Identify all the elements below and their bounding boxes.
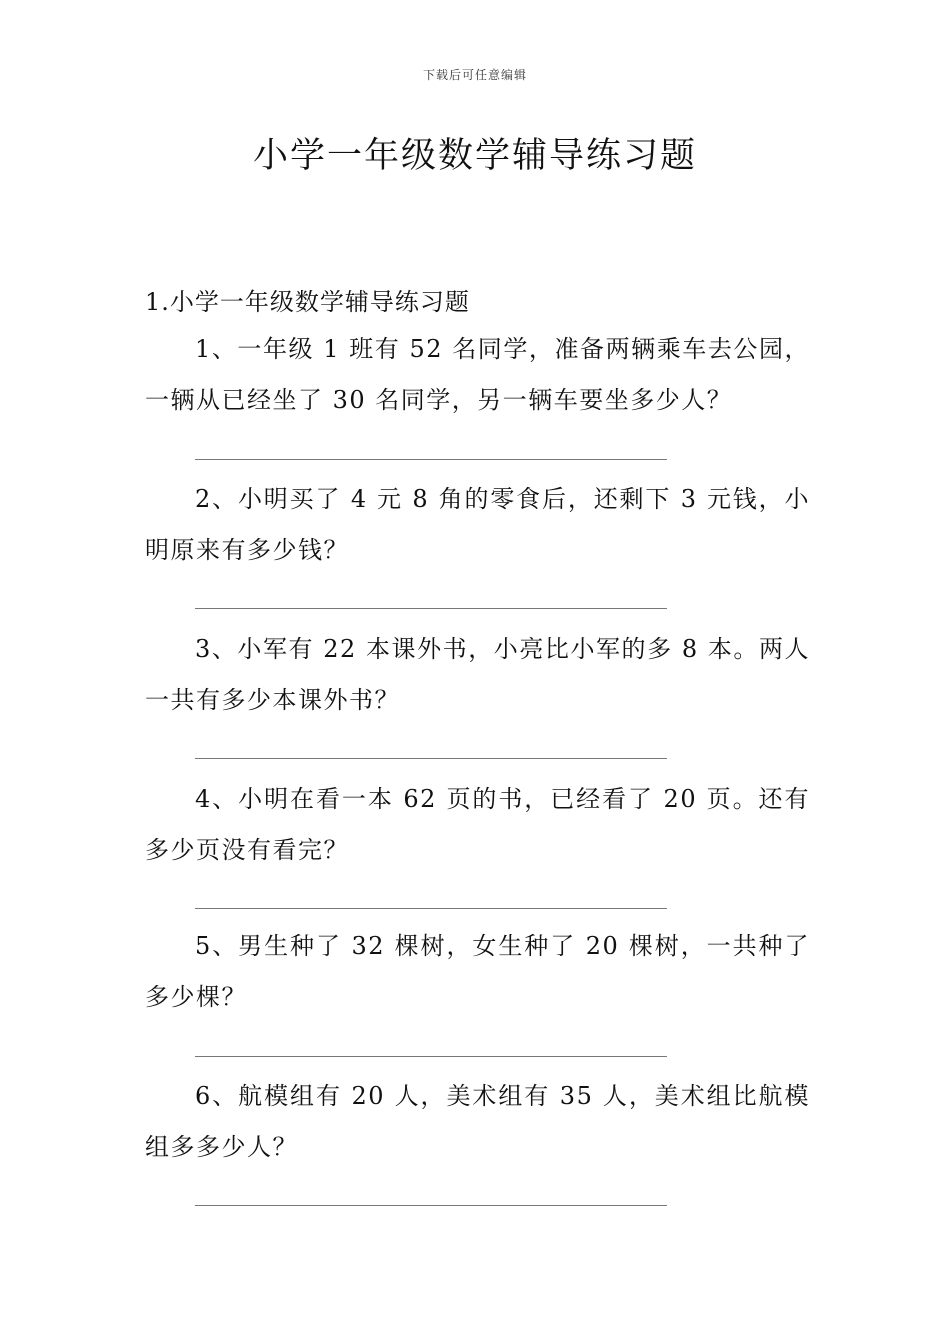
header-note: 下载后可任意编辑 [422, 68, 527, 82]
answer-line-3 [195, 758, 667, 759]
question-3: 3、小军有 22 本课外书，小亮比小军的多 8 本。两人一共有多少本课外书？ [145, 635, 810, 714]
question-5: 5、男生种了 32 棵树，女生种了 20 棵树，一共种了多少棵？ [145, 932, 810, 1011]
question-4: 4、小明在看一本 62 页的书，已经看了 20 页。还有多少页没有看完？ [145, 785, 810, 864]
question-2: 2、小明买了 4 元 8 角的零食后，还剩下 3 元钱，小明原来有多少钱？ [145, 485, 810, 564]
section-heading: 1.小学一年级数学辅导练习题 [145, 288, 470, 316]
question-1: 1、一年级 1 班有 52 名同学，准备两辆乘车去公园，一辆从已经坐了 30 名同学，另一辆车要坐多少人？ [145, 335, 810, 414]
page-title: 小学一年级数学辅导练习题 [252, 136, 697, 176]
answer-line-6 [195, 1205, 667, 1206]
question-6: 6、航模组有 20 人，美术组有 35 人，美术组比航模组多多少人？ [145, 1082, 810, 1161]
answer-line-2 [195, 608, 667, 609]
answer-line-1 [195, 459, 667, 460]
answer-line-4 [195, 908, 667, 909]
answer-line-5 [195, 1056, 667, 1057]
